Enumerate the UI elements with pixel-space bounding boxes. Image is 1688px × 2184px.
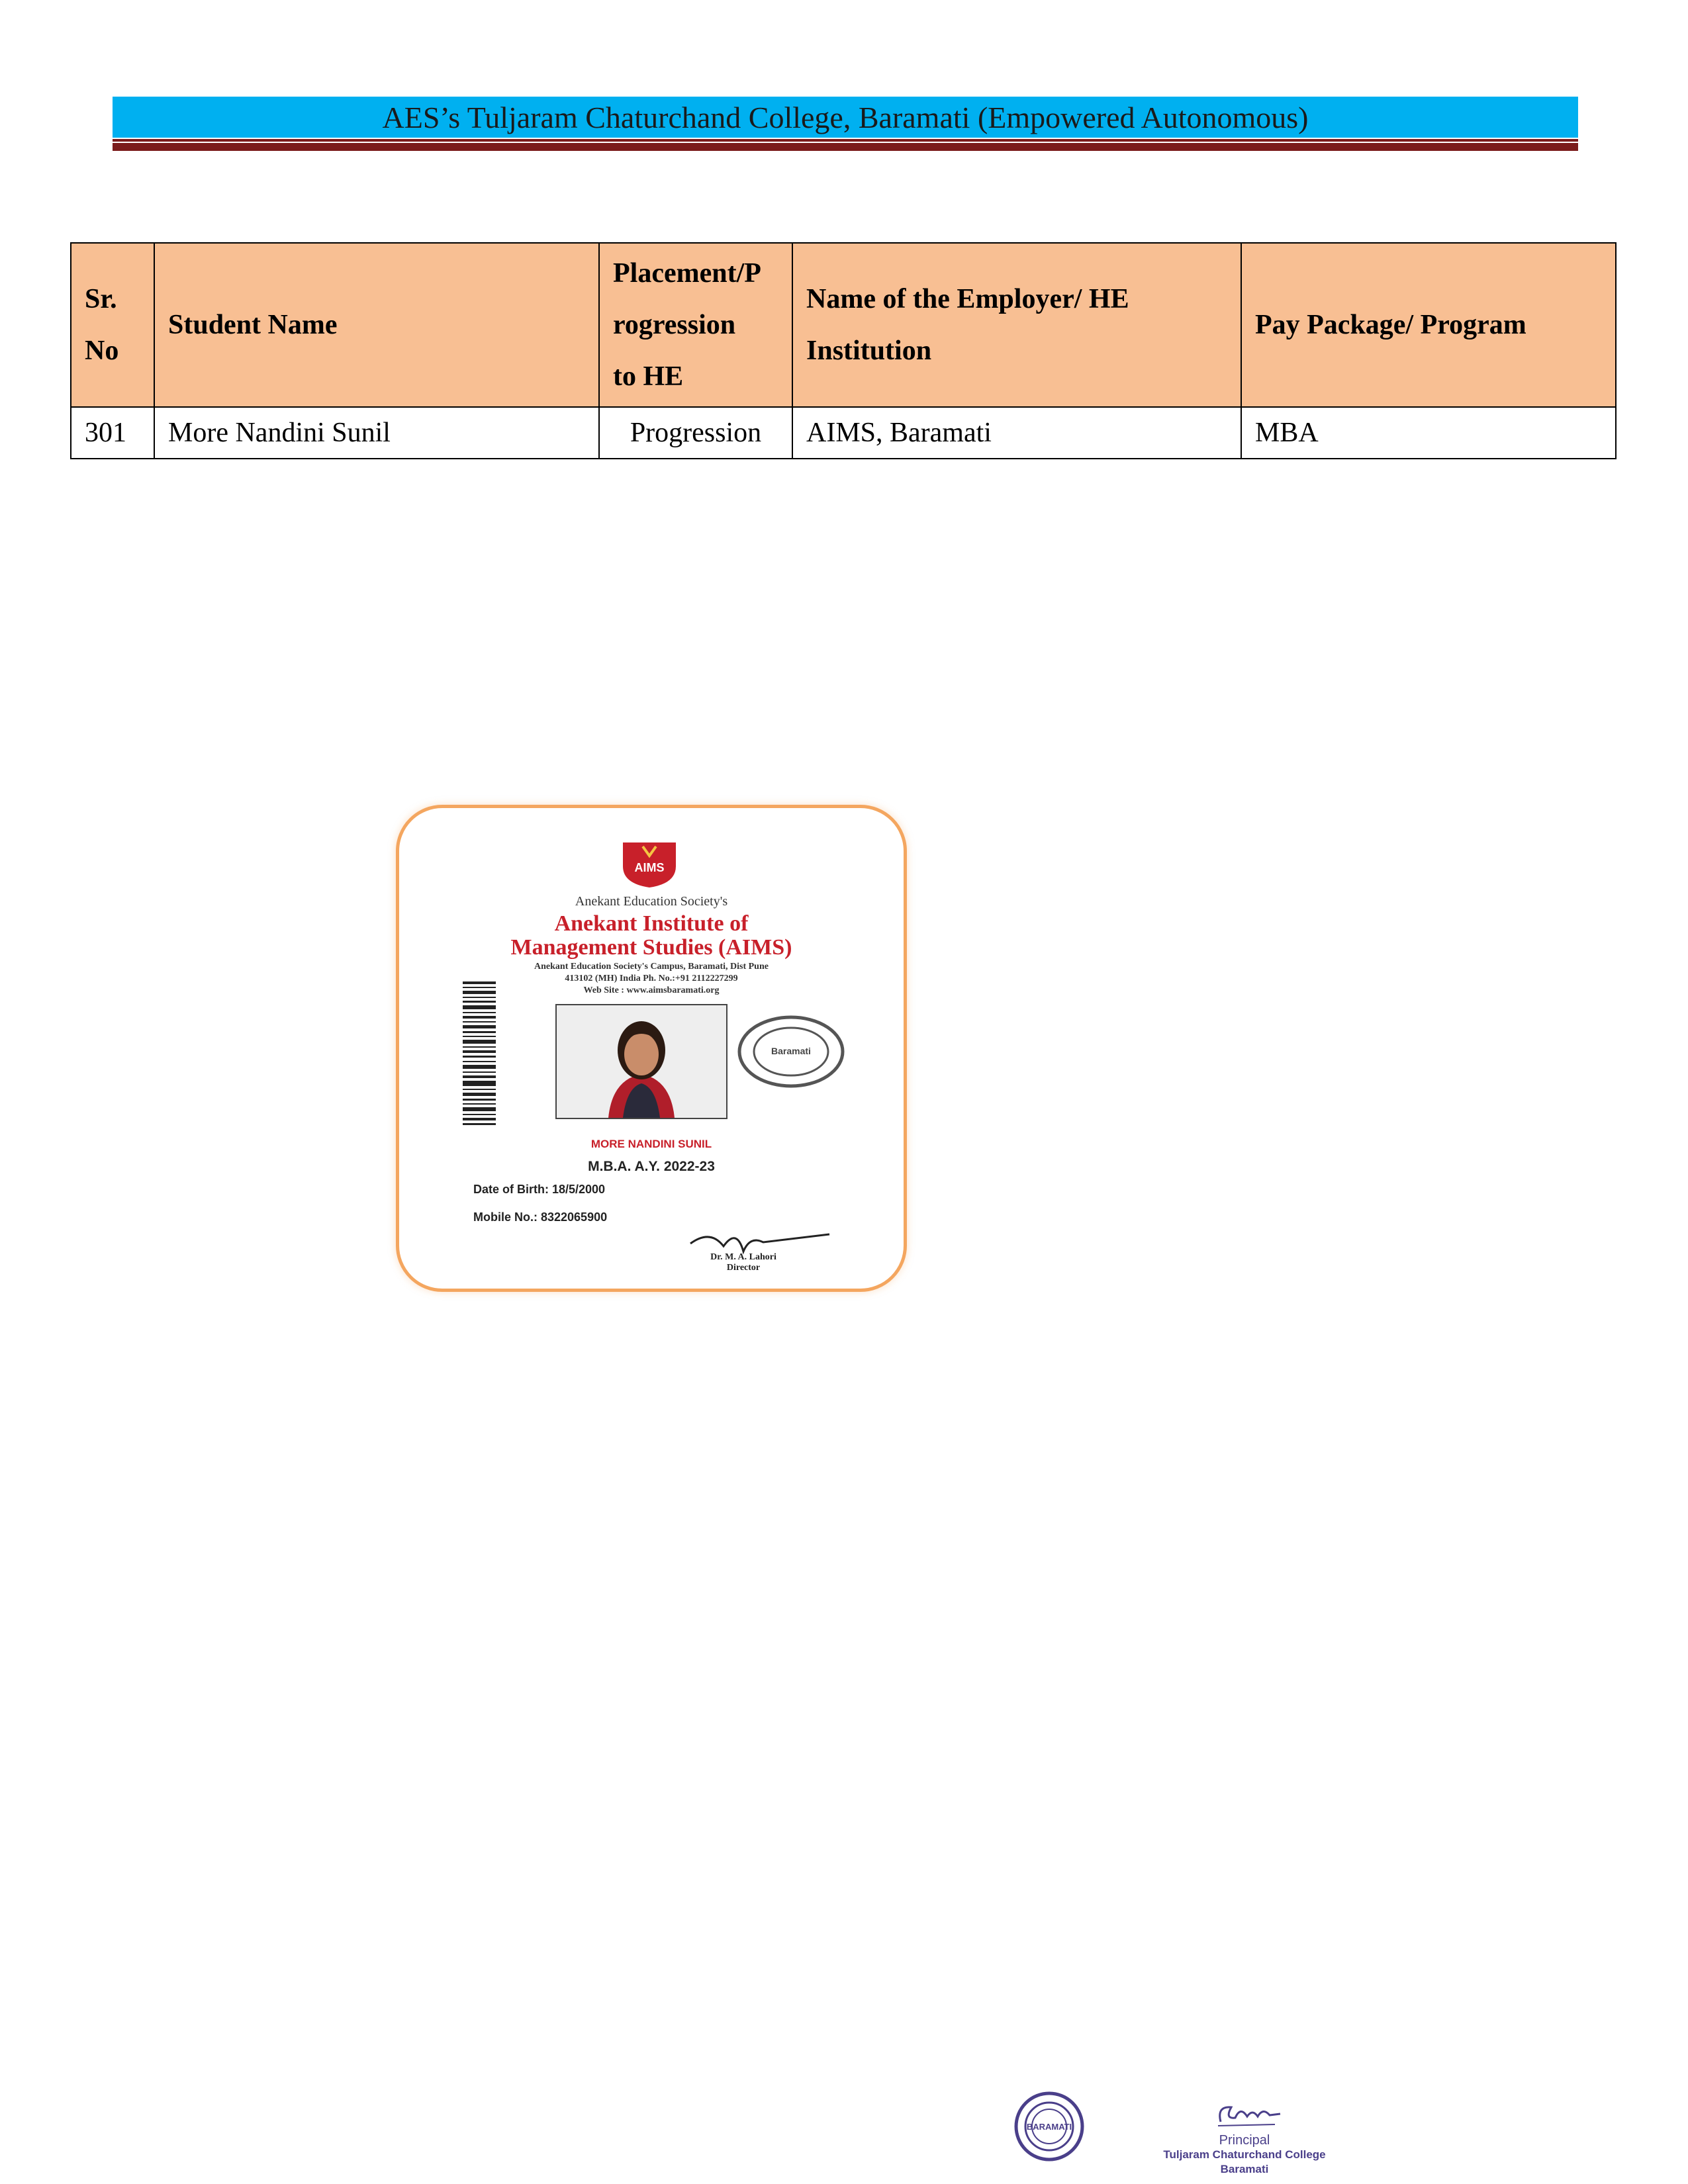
id-address-line1: Anekant Education Society's Campus, Baramati, Dist Pune — [534, 962, 769, 972]
signatory-title: Director — [726, 1263, 761, 1273]
id-institute-line1: Anekant Institute of — [554, 911, 749, 936]
table-row — [71, 407, 1616, 459]
aims-logo-icon — [618, 837, 681, 889]
id-institute-line2: Management Studies (AIMS) — [510, 935, 792, 960]
header-pay-package: Pay Package/ Program — [1241, 243, 1616, 407]
id-address-line2: 413102 (MH) India Ph. No.:+91 2112227299 — [565, 974, 738, 983]
cell-sr-no: 301 — [71, 407, 154, 459]
barcode-icon — [463, 981, 496, 1127]
header-rule-thin — [113, 139, 1578, 142]
principal-label: Principal — [1219, 2133, 1270, 2148]
id-course: M.B.A. A.Y. 2022-23 — [588, 1159, 715, 1174]
principal-signature-icon — [1211, 2099, 1284, 2134]
header-student-name: Student Name — [154, 243, 599, 407]
header-rule-thick — [113, 143, 1578, 151]
placement-table — [70, 242, 1617, 459]
id-student-name: MORE NANDINI SUNIL — [590, 1138, 712, 1150]
table-header-row — [71, 243, 1616, 407]
student-id-card — [396, 805, 907, 1292]
id-society: Anekant Education Society's — [575, 894, 728, 909]
principal-city: Baramati — [1220, 2163, 1269, 2175]
college-seal-icon — [1013, 2090, 1086, 2163]
student-photo — [555, 1004, 727, 1119]
id-website: Web Site : www.aimsbaramati.org — [583, 985, 720, 995]
cell-student-name: More Nandini Sunil — [154, 407, 599, 459]
id-dob: Date of Birth: 18/5/2000 — [473, 1183, 606, 1196]
cell-employer: AIMS, Baramati — [792, 407, 1241, 459]
principal-signature-block — [1152, 2133, 1337, 2177]
header-employer: Name of the Employer/ HE Institution — [792, 243, 1241, 407]
cell-pay-package: MBA — [1241, 407, 1616, 459]
stamp-text: Baramati — [771, 1046, 811, 1056]
director-signature-icon — [651, 1222, 836, 1275]
header-placement: Placement/P rogression to HE — [599, 243, 792, 407]
logo-text: AIMS — [634, 861, 665, 874]
seal-text: BARAMATI — [1026, 2122, 1072, 2132]
student-photo-image — [557, 1005, 726, 1118]
id-mobile: Mobile No.: 8322065900 — [473, 1210, 608, 1224]
institute-stamp-icon — [735, 1012, 847, 1091]
header-title: AES’s Tuljaram Chaturchand College, Baramati (Empowered Autonomous) — [382, 100, 1309, 134]
signatory-name: Dr. M. A. Lahori — [710, 1252, 776, 1262]
header-sr-no: Sr. No — [71, 243, 154, 407]
page-header — [113, 97, 1578, 138]
principal-college: Tuljaram Chaturchand College — [1163, 2148, 1326, 2161]
cell-placement: Progression — [599, 407, 792, 459]
